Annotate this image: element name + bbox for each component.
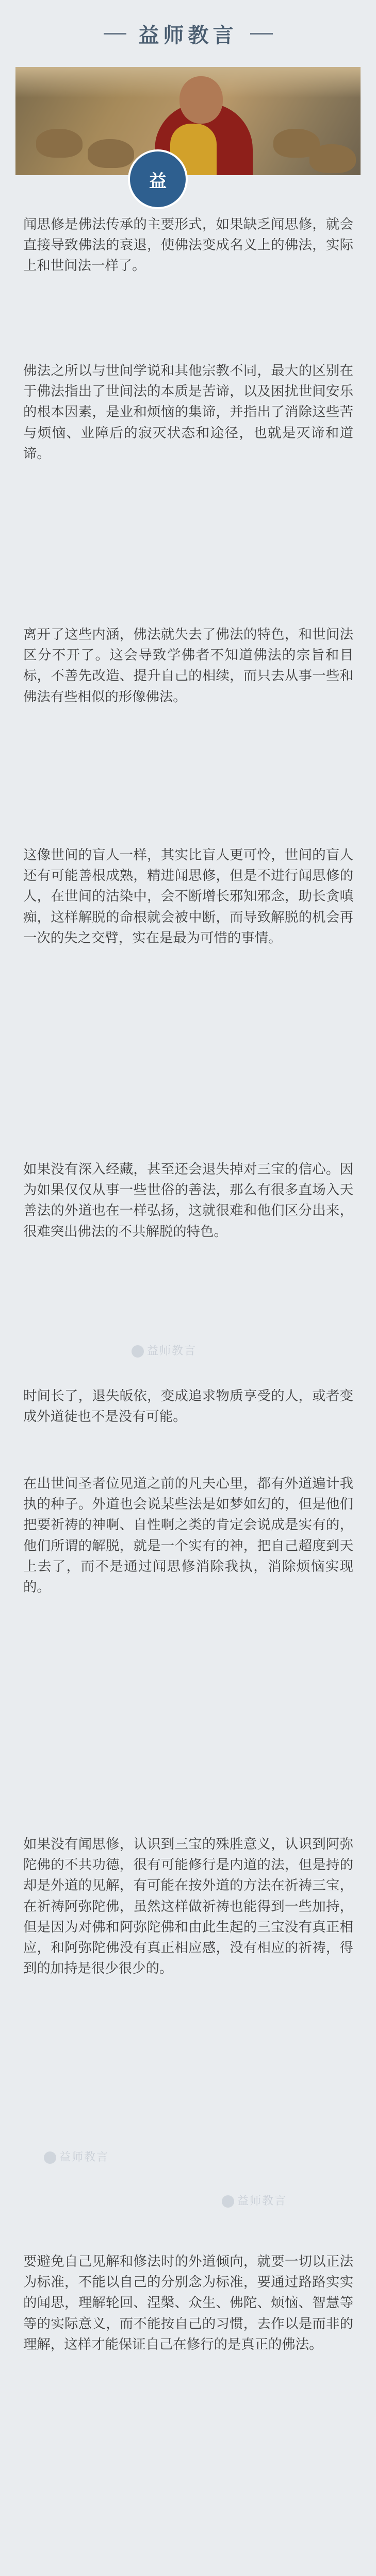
deer-figure bbox=[36, 129, 83, 158]
page-title: 益师教言 bbox=[138, 23, 238, 47]
paragraph: 这像世间的盲人一样，其实比盲人更可怜，世间的盲人还有可能善根成熟，精进闻思修，但是不进行闻思修的人，在世间的沽染中，会不断增长邪知邪念，助长贪嗔痴，这样解脱的命根就会被中断，而导致解脱的机会再一次的失之交臂，实在是最为可惜的事情。 bbox=[23, 847, 353, 946]
paragraph: 佛法之所以与世间学说和其他宗教不同，最大的区别在于佛法指出了世间法的本质是苦谛，以及困扰世间安乐的根本因素，是业和烦恼的集谛，并指出了消除这些苦与烦恼、业障后的寂灭状态和途径，也就是灭谛和道谛。 bbox=[23, 363, 353, 462]
monk-head bbox=[179, 76, 223, 124]
header-divider-left bbox=[104, 33, 126, 35]
paragraph: 如果没有深入经藏，甚至还会退失掉对三宝的信心。因为如果仅仅从事一些世俗的善法，那么有很多直场入天善法的外道也在一样弘扬，这就很难和他们区分出来，很难突出佛法的不共解脱的特色。 bbox=[23, 1161, 353, 1240]
watermark bbox=[44, 2148, 109, 2164]
banner-image bbox=[15, 67, 361, 175]
paragraph: 时间长了，退失皈依，变成追求物质享受的人，或者变成外道徒也不是没有可能。 bbox=[23, 1388, 353, 1425]
page-header bbox=[0, 0, 376, 67]
watermark-icon bbox=[132, 1345, 144, 1358]
paragraph: 闻思修是佛法传承的主要形式，如果缺乏闻思修，就会直接导致佛法的衰退，使佛法变成名义上的佛法，实际上和世间法一样了。 bbox=[23, 216, 353, 274]
header-divider-right bbox=[250, 33, 273, 35]
deer-figure bbox=[309, 144, 356, 173]
paragraph: 如果没有闻思修，认识到三宝的殊胜意义，认识到阿弥陀佛的不共功德，很有可能修行是内道的法，但是持的却是外道的见解，有可能在按外道的方法在祈祷三宝，在祈祷阿弥陀佛，虽然这样做祈祷也能得到一些加持，但是因为对佛和阿弥陀佛和由此生起的三宝没有真正相应，和阿弥陀佛没有真正相应感，没有相应的祈祷，得到的加持是很少很少的。 bbox=[23, 1836, 353, 1977]
watermark-icon bbox=[44, 2151, 56, 2164]
watermark-icon bbox=[222, 2195, 234, 2208]
paragraph: 要避免自己见解和修法时的外道倾向，就要一切以正法为标准，不能以自己的分别念为标准，要通过路路实实的闻思，理解轮回、涅槃、众生、佛陀、烦恼、智慧等等的实际意义，而不能按自己的习惯，去作以是而非的理解，这样才能保证自己在修行的是真正的佛法。 bbox=[23, 2253, 353, 2352]
watermark bbox=[222, 2192, 287, 2208]
paragraph: 离开了这些内涵，佛法就失去了佛法的特色，和世间法区分不开了。这会导致学佛者不知道佛法的宗旨和目标，不善先改造、提升自己的相续，而只去从事一些和佛法有些相似的形像佛法。 bbox=[23, 626, 353, 705]
seal-logo bbox=[128, 149, 188, 209]
paragraph: 在出世间圣者位见道之前的凡夫心里，都有外道遍计我执的种子。外道也会说某些法是如梦如幻的，但是他们把要祈祷的神啊、自性啊之类的肯定会说成是实有的，他们所谓的解脱，就是一个实有的神，把自己超度到天上去了，而不是通过闻思修消除我执，消除烦恼实现的。 bbox=[23, 1476, 353, 1596]
watermark-text: 益师教言 bbox=[147, 1345, 197, 1358]
deer-figure bbox=[88, 139, 134, 168]
watermark bbox=[132, 1342, 197, 1358]
seal-text: 益 bbox=[149, 171, 167, 192]
watermark-text: 益师教言 bbox=[59, 2151, 109, 2164]
watermark-text: 益师教言 bbox=[237, 2195, 287, 2208]
